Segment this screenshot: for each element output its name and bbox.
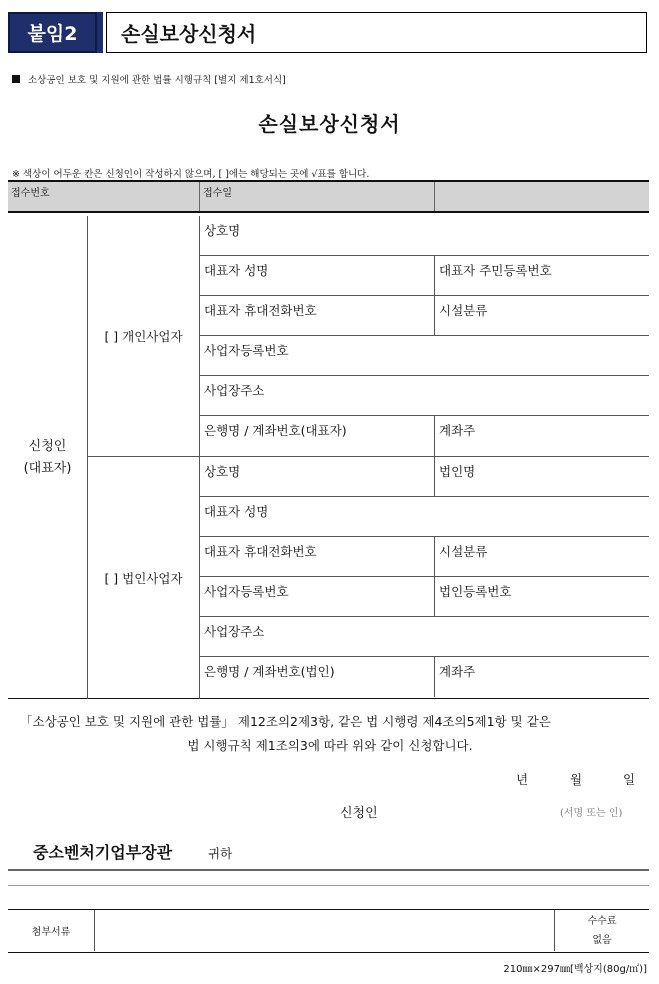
date-day-label: 일 [623,772,636,787]
date-month-label: 월 [570,772,583,787]
legal-reference-text: 소상공인 보호 및 지원에 관한 법률 시행규칙 [별지 제1호서식] [28,75,286,86]
declaration-text [20,710,640,758]
form-row [200,256,649,296]
form-row [200,296,649,336]
individual-rep-phone-field[interactable]: 대표자 휴대전화번호 [200,296,435,336]
badge-accent [97,12,103,53]
declaration-line2: 법 시행규칙 제1조의3에 따라 위와 같이 신청합니다. [187,738,473,753]
fee-label: 수수료 [587,915,617,927]
signature-field[interactable]: (서명 또는 인) [560,808,623,819]
individual-business-checkbox[interactable]: [ ] 개인사업자 [88,216,200,457]
individual-rep-id-field[interactable]: 대표자 주민등록번호 [439,263,552,278]
corp-rep-name-field[interactable]: 대표자 성명 [204,504,269,519]
declaration-line1: 「소상공인 보호 및 지원에 관한 법률」 제12조의2제3항, 같은 법 시행령 제4조의5제1항 및 같은 [20,714,551,729]
receipt-date-field: 접수일 [200,182,435,211]
individual-address-field[interactable]: 사업장주소 [204,383,265,398]
individual-facility-type-field[interactable]: 시설분류 [439,303,488,318]
date-year-label: 년 [516,772,529,787]
corp-facility-type-field[interactable]: 시설분류 [439,544,488,559]
form-row [200,577,649,617]
applicant-label [8,216,88,699]
corp-rep-phone-field[interactable]: 대표자 휴대전화번호 [200,537,435,577]
individual-rep-name-field[interactable]: 대표자 성명 [200,256,435,296]
divider [8,885,649,886]
attachments-field[interactable] [95,910,555,951]
document-title: 손실보상신청서 [258,112,401,136]
corp-bank-account-field[interactable]: 은행명 / 계좌번호(법인) [200,657,435,697]
form-row [200,336,649,376]
corp-reg-number-field[interactable]: 법인등록번호 [439,584,512,599]
form-row [200,497,649,537]
form-row [200,537,649,577]
paper-spec: 210㎜×297㎜[백상지(80g/㎡)] [503,964,647,975]
legal-reference [12,72,286,86]
corp-account-holder-field[interactable]: 계좌주 [439,664,476,679]
receipt-extra-field [435,182,649,211]
form-row [200,376,649,416]
corp-name-field[interactable]: 법인명 [439,464,476,479]
corp-business-name-field[interactable]: 상호명 [200,457,435,497]
signature-label: 신청인 [340,806,378,821]
recipient-name: 중소벤처기업부장관 [33,843,173,862]
corp-address-field[interactable]: 사업장주소 [204,624,265,639]
divider [8,869,649,871]
form-row [200,216,649,256]
applicant-table [8,216,649,699]
square-bullet-icon [12,75,20,83]
instruction-note: ※ 색상이 어두운 칸은 신청인이 작성하지 않으며, [ ]에는 해당되는 곳에 √표를 합니다. [12,169,370,180]
form-row [200,617,649,657]
applicant-label-line1: 신청인 [28,438,67,454]
recipient-suffix: 귀하 [208,846,233,861]
form-row [200,457,649,497]
form-row [200,657,649,699]
attachments-label: 첨부서류 [8,910,95,951]
form-header [8,12,648,53]
header-title: 손실보상신청서 [106,12,647,53]
individual-business-name-field[interactable]: 상호명 [204,223,241,238]
corp-business-reg-field[interactable]: 사업자등록번호 [200,577,435,617]
form-row [200,416,649,457]
individual-bank-account-field[interactable]: 은행명 / 계좌번호(대표자) [200,416,435,456]
fee-value: 없음 [592,934,612,946]
receipt-number-field: 접수번호 [8,182,200,211]
individual-account-holder-field[interactable]: 계좌주 [439,423,476,438]
receipt-section [8,180,649,213]
applicant-label-line2: (대표자) [23,460,72,476]
attachment-badge: 붙임2 [8,12,97,53]
fee-cell [555,910,649,951]
corporate-business-checkbox[interactable]: [ ] 법인사업자 [88,457,200,699]
individual-business-reg-field[interactable]: 사업자등록번호 [204,343,289,358]
attachments-table [8,909,649,953]
